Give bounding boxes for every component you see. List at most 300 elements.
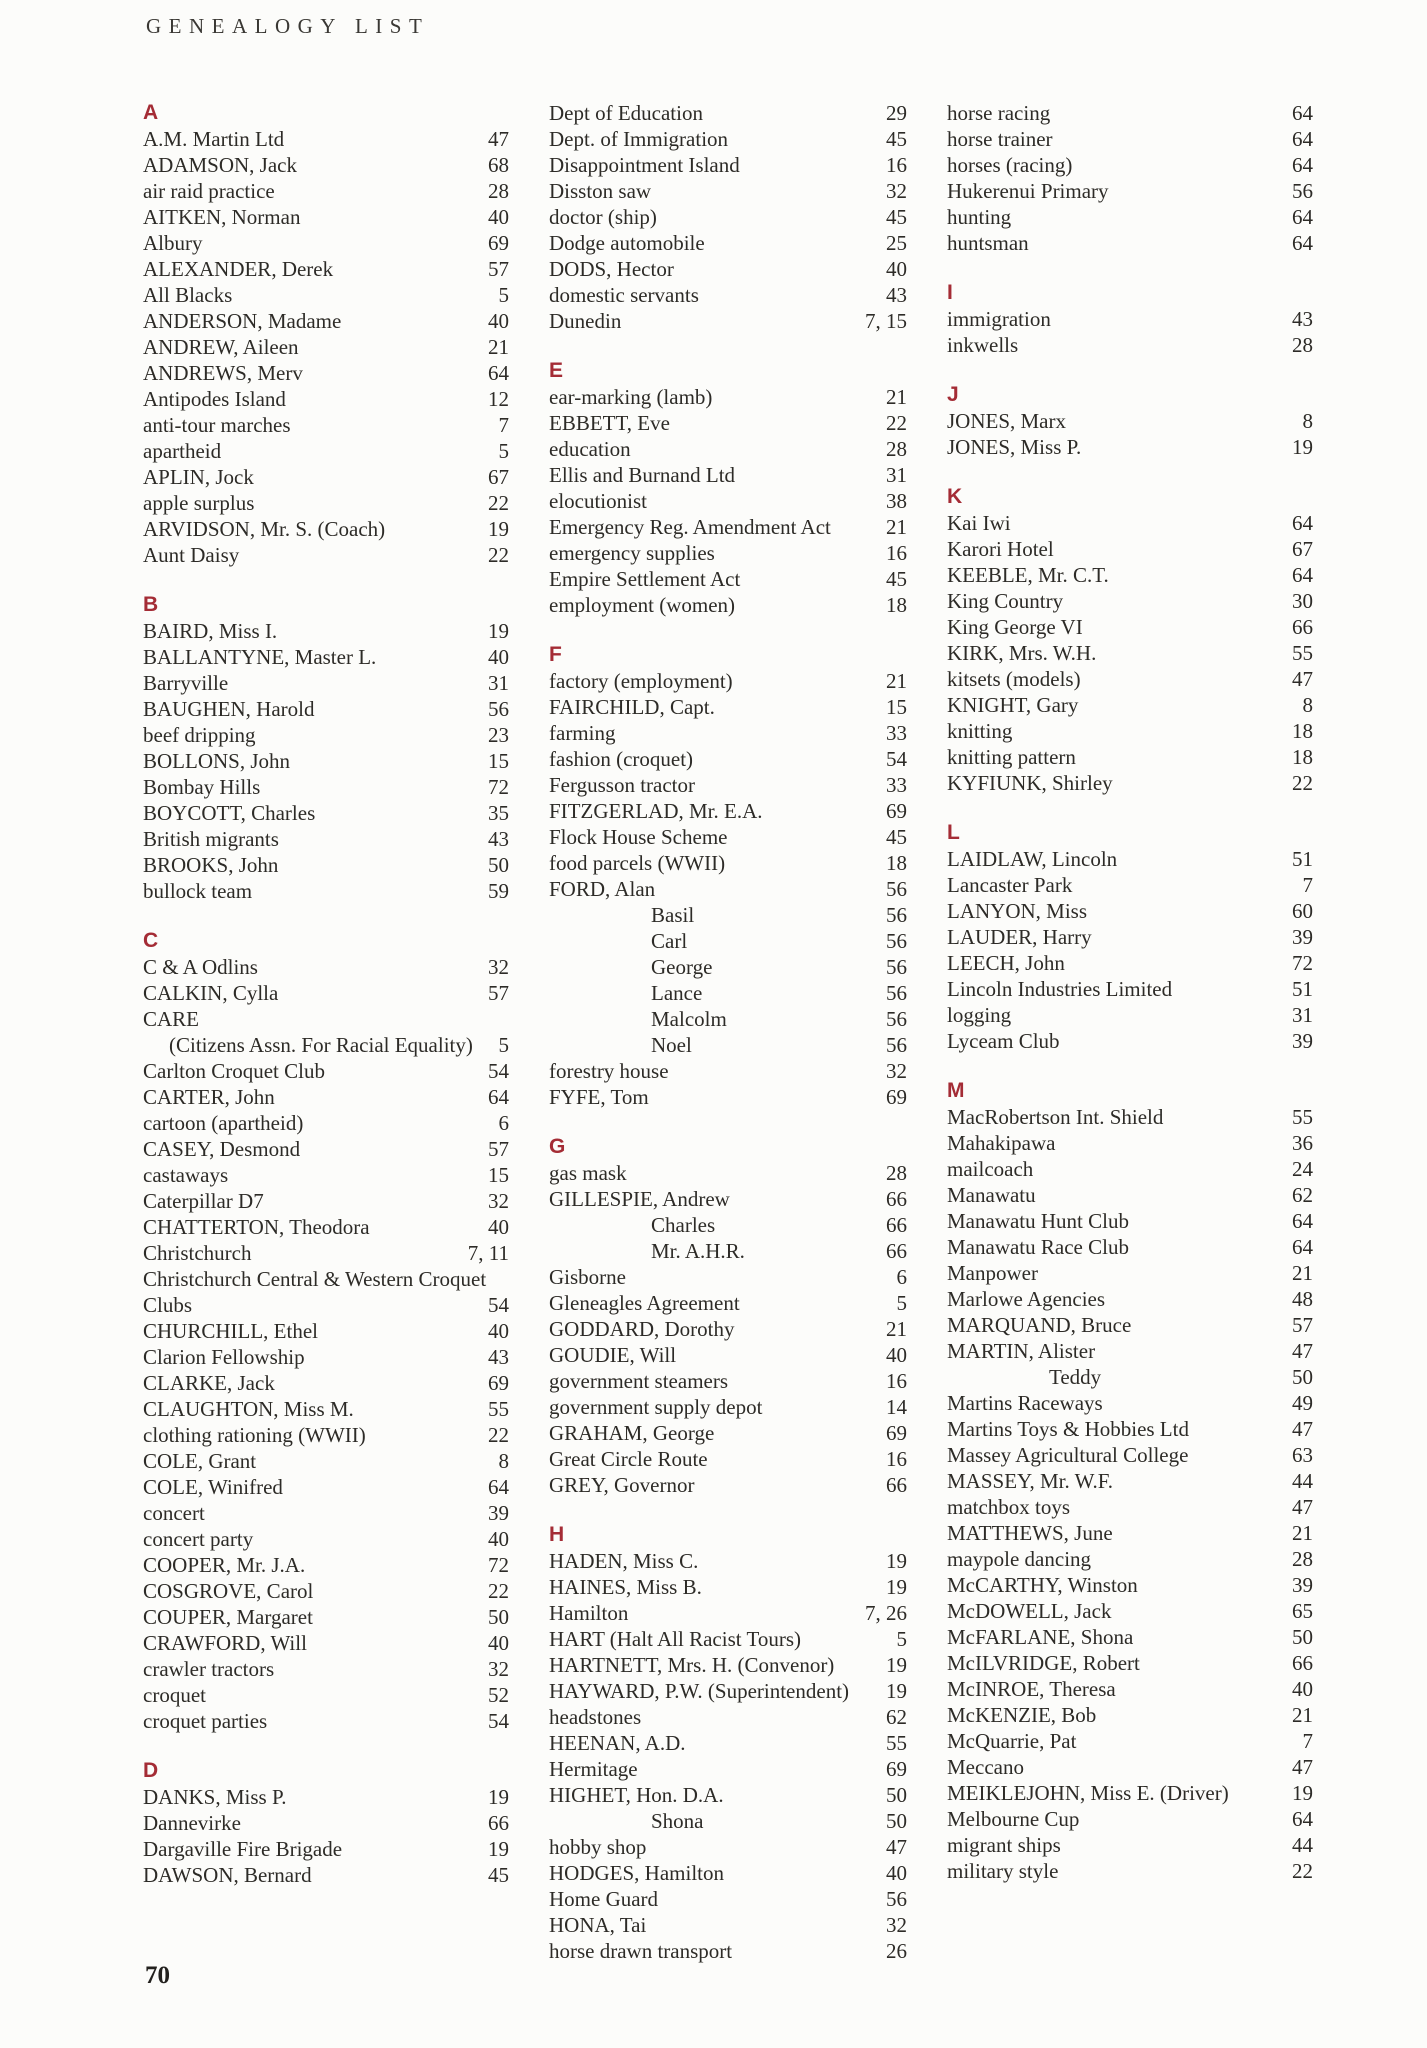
entry-text: HADEN, Miss C. — [549, 1549, 699, 1573]
index-entry — [947, 1182, 1313, 1208]
index-entry — [143, 1708, 509, 1734]
index-entry — [947, 1546, 1313, 1572]
index-entry — [947, 898, 1313, 924]
entry-page-number: 55 — [886, 1731, 907, 1755]
entry-text: HODGES, Hamilton — [549, 1861, 724, 1885]
index-entry — [549, 1834, 907, 1860]
entry-text: Bombay Hills — [143, 775, 261, 799]
index-entry — [549, 566, 907, 592]
index-entry — [549, 1574, 907, 1600]
entry-page-number: 45 — [886, 127, 907, 151]
entry-text: kitsets (models) — [947, 667, 1081, 691]
entry-page-number: 51 — [1292, 977, 1313, 1001]
entry-text: BROOKS, John — [143, 853, 279, 877]
index-entry — [143, 1810, 509, 1836]
entry-page-number: 47 — [1292, 1417, 1313, 1441]
entry-page-number: 72 — [1292, 951, 1313, 975]
index-entry — [143, 386, 509, 412]
entry-text: Flock House Scheme — [549, 825, 728, 849]
entry-text: food parcels (WWII) — [549, 851, 726, 875]
entry-text: HAINES, Miss B. — [549, 1575, 702, 1599]
index-entry — [143, 1862, 509, 1888]
index-entry — [143, 774, 509, 800]
entry-page-number: 56 — [488, 697, 509, 721]
index-entry — [549, 668, 907, 694]
entry-page-number: 16 — [886, 541, 907, 565]
entry-page-number: 32 — [488, 955, 509, 979]
entry-page-number: 69 — [488, 231, 509, 255]
entry-page-number: 43 — [488, 827, 509, 851]
entry-page-number: 36 — [1292, 1131, 1313, 1155]
index-entry — [143, 954, 509, 980]
index-entry — [143, 826, 509, 852]
entry-page-number: 29 — [886, 101, 907, 125]
entry-text: MEIKLEJOHN, Miss E. (Driver) — [947, 1781, 1229, 1805]
index-entry — [143, 334, 509, 360]
entry-page-number: 68 — [488, 153, 509, 177]
index-entry — [947, 1780, 1313, 1806]
entry-text: ANDREW, Aileen — [143, 335, 299, 359]
index-entry — [549, 980, 907, 1006]
entry-text: mailcoach — [947, 1157, 1034, 1181]
entry-text: COOPER, Mr. J.A. — [143, 1553, 306, 1577]
entry-text: Teddy — [1049, 1365, 1102, 1389]
index-entry — [947, 230, 1313, 256]
entry-page-number: 64 — [1292, 231, 1313, 255]
index-entry — [947, 666, 1313, 692]
entry-text: horse racing — [947, 101, 1051, 125]
entry-page-number: 62 — [1292, 1183, 1313, 1207]
index-entry — [947, 562, 1313, 588]
entry-text: knitting — [947, 719, 1013, 743]
entry-page-number: 5 — [896, 1627, 907, 1651]
entry-text: Clarion Fellowship — [143, 1345, 305, 1369]
entry-page-number: 72 — [488, 775, 509, 799]
entry-text: Hukerenui Primary — [947, 179, 1109, 203]
entry-page-number: 47 — [1292, 667, 1313, 691]
entry-page-number: 55 — [1292, 1105, 1313, 1129]
index-entry — [947, 1754, 1313, 1780]
entry-text: maypole dancing — [947, 1547, 1092, 1571]
index-entry — [947, 1286, 1313, 1312]
index-entry — [549, 1186, 907, 1212]
entry-text: forestry house — [549, 1059, 669, 1083]
entry-text: McQuarrie, Pat — [947, 1729, 1077, 1753]
entry-text: KEEBLE, Mr. C.T. — [947, 563, 1109, 587]
index-entry — [143, 438, 509, 464]
index-entry — [143, 1292, 509, 1318]
index-entry — [143, 1110, 509, 1136]
entry-text: matchbox toys — [947, 1495, 1071, 1519]
index-section — [947, 484, 1313, 796]
section-letter: G — [549, 1135, 566, 1158]
entry-text: croquet parties — [143, 1709, 268, 1733]
index-entry — [549, 1290, 907, 1316]
index-entry — [549, 876, 907, 902]
entry-text: GODDARD, Dorothy — [549, 1317, 735, 1341]
index-entry — [947, 744, 1313, 770]
index-entry — [549, 1446, 907, 1472]
index-entry — [549, 1860, 907, 1886]
entry-page-number: 54 — [488, 1709, 509, 1733]
entry-page-number: 30 — [1292, 589, 1313, 613]
index-entry — [143, 1214, 509, 1240]
entry-page-number: 69 — [886, 1421, 907, 1445]
entry-page-number: 15 — [488, 1163, 509, 1187]
index-entry — [947, 1598, 1313, 1624]
entry-page-number: 32 — [488, 1189, 509, 1213]
entry-text: apartheid — [143, 439, 222, 463]
index-entry — [549, 954, 907, 980]
entry-text: Carl — [651, 929, 688, 953]
index-entry — [947, 1002, 1313, 1028]
entry-text: DODS, Hector — [549, 257, 674, 281]
index-entry — [549, 824, 907, 850]
entry-text: AITKEN, Norman — [143, 205, 301, 229]
entry-text: anti-tour marches — [143, 413, 291, 437]
index-entry — [947, 1442, 1313, 1468]
entry-text: COLE, Grant — [143, 1449, 257, 1473]
index-entry — [549, 1238, 907, 1264]
entry-text: MATTHEWS, June — [947, 1521, 1113, 1545]
index-entry — [549, 1756, 907, 1782]
entry-page-number: 21 — [886, 385, 907, 409]
entry-page-number: 56 — [1292, 179, 1313, 203]
entry-page-number: 66 — [488, 1811, 509, 1835]
entry-text: factory (employment) — [549, 669, 733, 693]
entry-page-number: 38 — [886, 489, 907, 513]
entry-text: FITZGERLAD, Mr. E.A. — [549, 799, 763, 823]
entry-text: McDOWELL, Jack — [947, 1599, 1112, 1623]
index-entry — [947, 1390, 1313, 1416]
index-entry — [947, 1858, 1313, 1884]
entry-text: huntsman — [947, 231, 1029, 255]
entry-text: CHURCHILL, Ethel — [143, 1319, 318, 1343]
entry-text: CRAWFORD, Will — [143, 1631, 307, 1655]
index-entry — [143, 1604, 509, 1630]
entry-text: Caterpillar D7 — [143, 1189, 264, 1213]
entry-text: COUPER, Margaret — [143, 1605, 313, 1629]
index-entry — [549, 1368, 907, 1394]
entry-text: FAIRCHILD, Capt. — [549, 695, 715, 719]
entry-page-number: 22 — [488, 1423, 509, 1447]
index-entry — [143, 1240, 509, 1266]
section-letter: B — [143, 593, 159, 616]
entry-text: Ellis and Burnand Ltd — [549, 463, 736, 487]
index-entry — [143, 1266, 509, 1292]
index-entry — [143, 1578, 509, 1604]
entry-page-number: 40 — [886, 1861, 907, 1885]
entry-text: Martins Raceways — [947, 1391, 1103, 1415]
entry-page-number: 43 — [886, 283, 907, 307]
entry-text: HEENAN, A.D. — [549, 1731, 686, 1755]
entry-page-number: 50 — [1292, 1365, 1313, 1389]
index-entry — [143, 1188, 509, 1214]
index-entry — [549, 1420, 907, 1446]
index-entry — [143, 696, 509, 722]
index-entry — [143, 360, 509, 386]
entry-page-number: 5 — [498, 1033, 509, 1057]
entry-page-number: 50 — [886, 1783, 907, 1807]
entry-text: CLAUGHTON, Miss M. — [143, 1397, 354, 1421]
entry-page-number: 67 — [1292, 537, 1313, 561]
entry-page-number: 19 — [1292, 1781, 1313, 1805]
entry-text: Carlton Croquet Club — [143, 1059, 325, 1083]
index-entry — [947, 408, 1313, 434]
index-section — [947, 1078, 1313, 1884]
index-entry — [549, 772, 907, 798]
entry-page-number: 21 — [886, 515, 907, 539]
entry-page-number: 28 — [1292, 1547, 1313, 1571]
entry-text: domestic servants — [549, 283, 699, 307]
entry-text: headstones — [549, 1705, 642, 1729]
entry-text: Lyceam Club — [947, 1029, 1060, 1053]
entry-page-number: 64 — [488, 1085, 509, 1109]
entry-page-number: 16 — [886, 153, 907, 177]
index-section — [143, 1758, 509, 1888]
entry-text: castaways — [143, 1163, 229, 1187]
entry-text: Disston saw — [549, 179, 652, 203]
index-column — [549, 100, 907, 1964]
entry-text: Meccano — [947, 1755, 1024, 1779]
index-entry — [143, 542, 509, 568]
index-entry — [143, 852, 509, 878]
index-entry — [947, 1520, 1313, 1546]
entry-page-number: 7, 15 — [865, 309, 907, 333]
entry-text: George — [651, 955, 713, 979]
index-entry — [549, 1938, 907, 1964]
index-entry — [549, 1264, 907, 1290]
entry-text: Hamilton — [549, 1601, 629, 1625]
entry-page-number: 39 — [1292, 925, 1313, 949]
entry-page-number: 64 — [1292, 153, 1313, 177]
entry-text: Gisborne — [549, 1265, 626, 1289]
entry-page-number: 18 — [886, 851, 907, 875]
index-entry — [549, 100, 907, 126]
index-section — [143, 592, 509, 904]
index-entry — [143, 1500, 509, 1526]
index-column — [143, 100, 509, 1964]
index-entry — [549, 798, 907, 824]
entry-page-number: 8 — [1302, 693, 1313, 717]
entry-page-number: 6 — [896, 1265, 907, 1289]
index-entry — [549, 384, 907, 410]
index-entry — [947, 640, 1313, 666]
index-entry — [947, 1650, 1313, 1676]
index-entry — [143, 516, 509, 542]
entry-page-number: 56 — [886, 981, 907, 1005]
entry-page-number: 32 — [488, 1657, 509, 1681]
index-entry — [143, 1682, 509, 1708]
entry-page-number: 49 — [1292, 1391, 1313, 1415]
entry-page-number: 69 — [886, 799, 907, 823]
index-section — [947, 820, 1313, 1054]
entry-page-number: 45 — [488, 1863, 509, 1887]
entry-text: DANKS, Miss P. — [143, 1785, 287, 1809]
index-entry — [143, 1448, 509, 1474]
entry-page-number: 21 — [1292, 1521, 1313, 1545]
entry-text: Massey Agricultural College — [947, 1443, 1189, 1467]
index-entry — [549, 410, 907, 436]
entry-text: Dargaville Fire Brigade — [143, 1837, 343, 1861]
index-entry — [947, 1676, 1313, 1702]
entry-text: ARVIDSON, Mr. S. (Coach) — [143, 517, 386, 541]
entry-page-number: 69 — [886, 1085, 907, 1109]
entry-text: CALKIN, Cylla — [143, 981, 279, 1005]
entry-page-number: 22 — [488, 491, 509, 515]
entry-text: Gleneagles Agreement — [549, 1291, 740, 1315]
entry-page-number: 57 — [1292, 1313, 1313, 1337]
entry-page-number: 45 — [886, 825, 907, 849]
entry-page-number: 47 — [488, 127, 509, 151]
index-entry — [947, 1338, 1313, 1364]
entry-page-number: 57 — [488, 1137, 509, 1161]
index-entry — [143, 1630, 509, 1656]
entry-page-number: 5 — [498, 283, 509, 307]
entry-page-number: 60 — [1292, 899, 1313, 923]
section-letter: A — [143, 101, 159, 124]
index-entry — [947, 1130, 1313, 1156]
entry-page-number: 54 — [886, 747, 907, 771]
entry-text: McILVRIDGE, Robert — [947, 1651, 1140, 1675]
entry-text: Empire Settlement Act — [549, 567, 741, 591]
index-section — [143, 928, 509, 1734]
index-entry — [549, 1472, 907, 1498]
entry-page-number: 28 — [886, 437, 907, 461]
index-entry — [947, 1702, 1313, 1728]
index-entry — [143, 1162, 509, 1188]
index-entry — [143, 878, 509, 904]
entry-page-number: 69 — [488, 1371, 509, 1395]
index-entry — [549, 1394, 907, 1420]
entry-page-number: 44 — [1292, 1469, 1313, 1493]
page-header: GENEALOGY LIST — [146, 14, 430, 38]
section-letter: C — [143, 929, 159, 952]
entry-text: MASSEY, Mr. W.F. — [947, 1469, 1114, 1493]
entry-text: Manawatu — [947, 1183, 1036, 1207]
entry-page-number: 12 — [488, 387, 509, 411]
entry-page-number: 22 — [886, 411, 907, 435]
index-entry — [143, 464, 509, 490]
section-letter: D — [143, 1759, 159, 1782]
entry-text: ear-marking (lamb) — [549, 385, 713, 409]
index-entry — [947, 1156, 1313, 1182]
entry-page-number: 56 — [886, 1033, 907, 1057]
entry-page-number: 26 — [886, 1939, 907, 1963]
entry-text: Lancaster Park — [947, 873, 1073, 897]
index-entry — [947, 1832, 1313, 1858]
entry-page-number: 19 — [1292, 435, 1313, 459]
index-entry — [549, 1704, 907, 1730]
entry-text: Home Guard — [549, 1887, 659, 1911]
entry-text: ANDERSON, Madame — [143, 309, 342, 333]
section-letter: H — [549, 1523, 565, 1546]
entry-page-number: 50 — [488, 853, 509, 877]
entry-page-number: 15 — [488, 749, 509, 773]
index-entry — [947, 614, 1313, 640]
entry-page-number: 5 — [498, 439, 509, 463]
index-section — [549, 1134, 907, 1498]
entry-text: McKENZIE, Bob — [947, 1703, 1097, 1727]
entry-page-number: 64 — [1292, 1807, 1313, 1831]
entry-page-number: 64 — [1292, 127, 1313, 151]
entry-text: migrant ships — [947, 1833, 1061, 1857]
entry-text: LAUDER, Harry — [947, 925, 1092, 949]
entry-page-number: 14 — [886, 1395, 907, 1419]
entry-text: Karori Hotel — [947, 537, 1054, 561]
entry-text: government supply depot — [549, 1395, 763, 1419]
index-entry — [947, 1260, 1313, 1286]
index-entry — [549, 488, 907, 514]
entry-page-number: 56 — [886, 929, 907, 953]
entry-page-number: 56 — [886, 903, 907, 927]
entry-text: BOLLONS, John — [143, 749, 291, 773]
entry-page-number: 66 — [1292, 1651, 1313, 1675]
entry-page-number: 7 — [498, 413, 509, 437]
index-entry — [143, 800, 509, 826]
entry-text: Dept. of Immigration — [549, 127, 729, 151]
entry-text: (Citizens Assn. For Racial Equality) — [169, 1033, 473, 1057]
index-entry — [549, 694, 907, 720]
entry-text: Albury — [143, 231, 203, 255]
entry-text: GOUDIE, Will — [549, 1343, 677, 1367]
entry-page-number: 56 — [886, 1887, 907, 1911]
entry-text: All Blacks — [143, 283, 233, 307]
entry-page-number: 40 — [488, 1319, 509, 1343]
entry-page-number: 44 — [1292, 1833, 1313, 1857]
entry-page-number: 19 — [488, 1837, 509, 1861]
index-entry — [143, 178, 509, 204]
entry-page-number: 32 — [886, 1913, 907, 1937]
entry-text: LANYON, Miss — [947, 899, 1088, 923]
index-entry — [549, 928, 907, 954]
entry-text: bullock team — [143, 879, 253, 903]
entry-text: FYFE, Tom — [549, 1085, 649, 1109]
entry-text: farming — [549, 721, 616, 745]
entry-text: Manawatu Race Club — [947, 1235, 1129, 1259]
entry-text: education — [549, 437, 631, 461]
entry-page-number: 40 — [488, 1527, 509, 1551]
entry-page-number: 19 — [886, 1679, 907, 1703]
index-entry — [549, 178, 907, 204]
entry-page-number: 54 — [488, 1293, 509, 1317]
index-entry — [143, 308, 509, 334]
entry-text: Kai Iwi — [947, 511, 1011, 535]
entry-text: crawler tractors — [143, 1657, 275, 1681]
entry-page-number: 18 — [1292, 719, 1313, 743]
entry-text: BAIRD, Miss I. — [143, 619, 278, 643]
index-entry — [549, 1006, 907, 1032]
entry-page-number: 64 — [1292, 205, 1313, 229]
index-section — [947, 382, 1313, 460]
index-entry — [143, 644, 509, 670]
entry-page-number: 64 — [1292, 101, 1313, 125]
entry-text: CHATTERTON, Theodora — [143, 1215, 370, 1239]
index-entry — [947, 1806, 1313, 1832]
index-entry — [947, 536, 1313, 562]
entry-text: Emergency Reg. Amendment Act — [549, 515, 831, 539]
entry-page-number: 15 — [886, 695, 907, 719]
entry-text: Fergusson tractor — [549, 773, 696, 797]
entry-page-number: 40 — [488, 205, 509, 229]
entry-page-number: 52 — [488, 1683, 509, 1707]
entry-page-number: 19 — [886, 1653, 907, 1677]
entry-text: concert party — [143, 1527, 254, 1551]
entry-page-number: 22 — [488, 543, 509, 567]
entry-text: government steamers — [549, 1369, 729, 1393]
entry-text: MARTIN, Alister — [947, 1339, 1096, 1363]
entry-page-number: 18 — [1292, 745, 1313, 769]
